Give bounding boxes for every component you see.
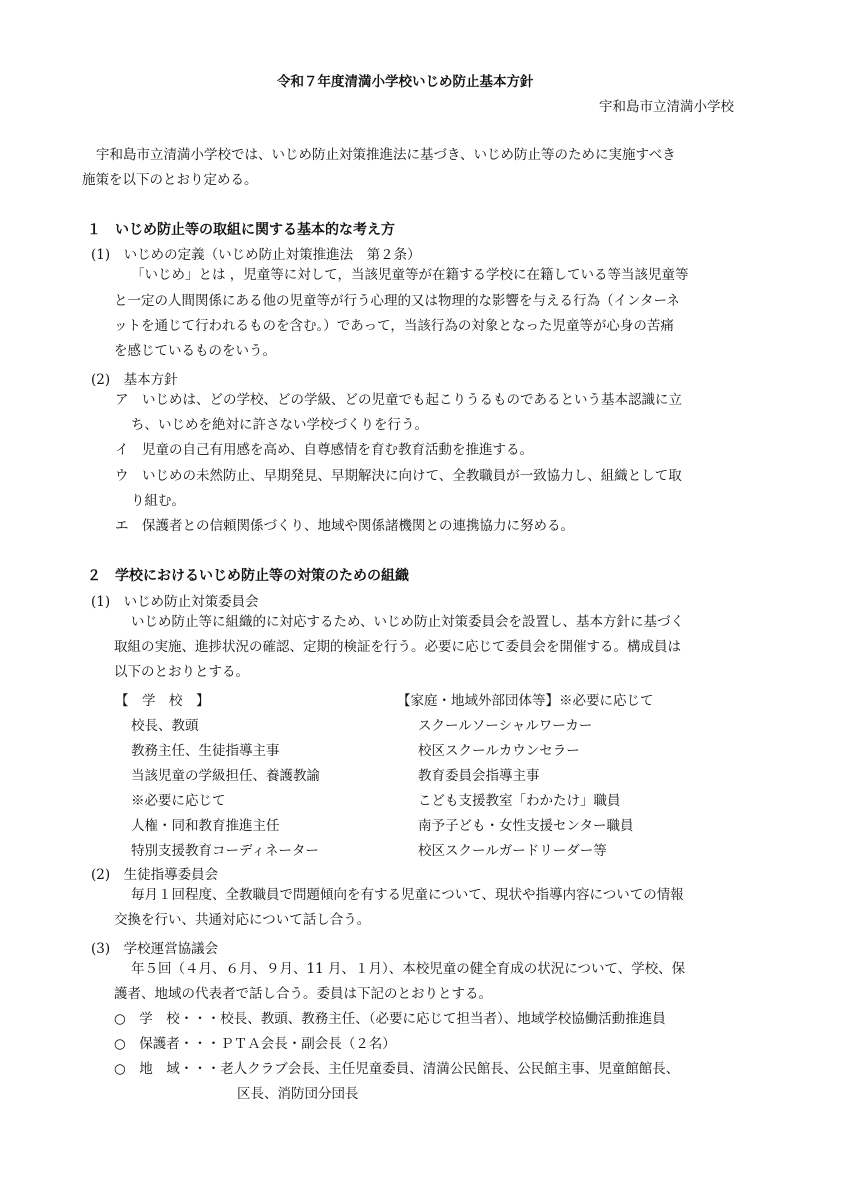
policy-item-a: ア いじめは、どの学校、どの学級、どの児童でも起こりうるものであるという基本認識に立 [115,392,682,408]
committee-line-1: いじめ防止等に組織的に対応するため、いじめ防止対策委員会を設置し、基本方針に基づく [131,614,684,630]
council-member-community: ○ 地 域・・・老人クラブ会長、主任児童委員、清満公民館長、公民館主事、児童館館長、 [114,1061,680,1077]
school-member: 教務主任、生徒指導主事 [131,743,280,759]
definition-line-3: ットを通じて行われるものを含む。）であって，当該行為の対象となった児童等が心身の苦痛 [114,318,674,334]
external-members-header: 【家庭・地域外部団体等】※必要に応じて [397,693,654,709]
school-member: 当該児童の学級担任、養護教諭 [131,768,320,784]
external-member: 校区スクールカウンセラー [418,743,580,759]
council-line-2: 護者、地域の代表者で話し合う。委員は下記のとおりとする。 [114,986,492,1002]
school-member: 人権・同和教育推進主任 [131,818,280,834]
definition-line-1: 「いじめ」とは ，児童等に対して，当該児童等が在籍する学校に在籍している等当該児童等 [131,267,689,283]
guidance-line-2: 交換を行い、共通対応について話し合う。 [114,912,371,928]
council-member-guardians: ○ 保護者・・・ＰＴＡ会長・副会長（２名） [114,1036,396,1052]
policy-item-a-cont: ち、いじめを絶対に許さない学校づくりを行う。 [131,417,428,433]
external-member: こども支援教室「わかたけ」職員 [418,793,621,809]
section-2-heading: ２ 学校におけるいじめ防止等の対策のための組織 [87,568,409,584]
school-name: 宇和島市立清満小学校 [599,99,734,115]
section-1-sub-2-label: (2) 基本方針 [91,372,178,388]
section-1-heading: １ いじめ防止等の取組に関する基本的な考え方 [87,222,395,238]
council-member-community-cont: 区長、消防団分団長 [237,1086,359,1102]
intro-line-1: 宇和島市立清満小学校では、いじめ防止対策推進法に基づき、いじめ防止等のために実施すべき [96,147,676,163]
committee-line-2: 取組の実施、進捗状況の確認、定期的検証を行う。必要に応じて委員会を開催する。構成員は [114,639,681,655]
council-member-school: ○ 学 校・・・校長、教頭、教務主任、（必要に応じて担当者）、地域学校協働活動推進員 [114,1011,666,1027]
external-member: 校区スクールガードリーダー等 [418,843,607,859]
external-member: 南予子ども・女性支援センター職員 [418,818,634,834]
page-title: 令和７年度清満小学校いじめ防止基本方針 [277,74,534,90]
school-member: 特別支援教育コーディネーター [131,843,319,859]
policy-item-u: ウ いじめの未然防止、早期発見、早期解決に向けて、全教職員が一致協力し、組織として取 [115,468,682,484]
school-member: 校長、教頭 [131,718,199,734]
intro-line-2: 施策を以下のとおり定める。 [82,172,258,188]
section-2-sub-2-label: (2) 生徒指導委員会 [91,867,219,883]
external-member: スクールソーシャルワーカー [418,718,593,734]
policy-item-i: イ 児童の自己有用感を高め、自尊感情を育む教育活動を推進する。 [115,442,533,458]
section-2-sub-3-label: (3) 学校運営協議会 [91,941,219,957]
definition-line-4: を感じているものをいう。 [114,343,276,359]
council-line-1: 年５回（４月、６月、９月、11 月、１月）、本校児童の健全育成の状況について、学校、保 [131,961,686,977]
section-2-sub-1-label: (1) いじめ防止対策委員会 [91,594,259,610]
policy-item-u-cont: り組む。 [131,493,185,509]
guidance-line-1: 毎月１回程度、全教職員で問題傾向を有する児童について、現状や指導内容についての情報 [131,887,684,903]
section-1-sub-1-label: (1) いじめの定義（いじめ防止対策推進法 第２条） [91,247,421,263]
definition-line-2: と一定の人間関係にある他の児童等が行う心理的又は物理的な影響を与える行為（インターネ [114,293,680,309]
policy-item-e: エ 保護者との信頼関係づくり、地域や関係諸機関との連携協力に努める。 [115,518,574,534]
school-members-header: 【 学 校 】 [115,693,210,709]
committee-line-3: 以下のとおりとする。 [114,664,249,680]
external-member: 教育委員会指導主事 [418,768,540,784]
school-member: ※必要に応じて [131,793,226,809]
